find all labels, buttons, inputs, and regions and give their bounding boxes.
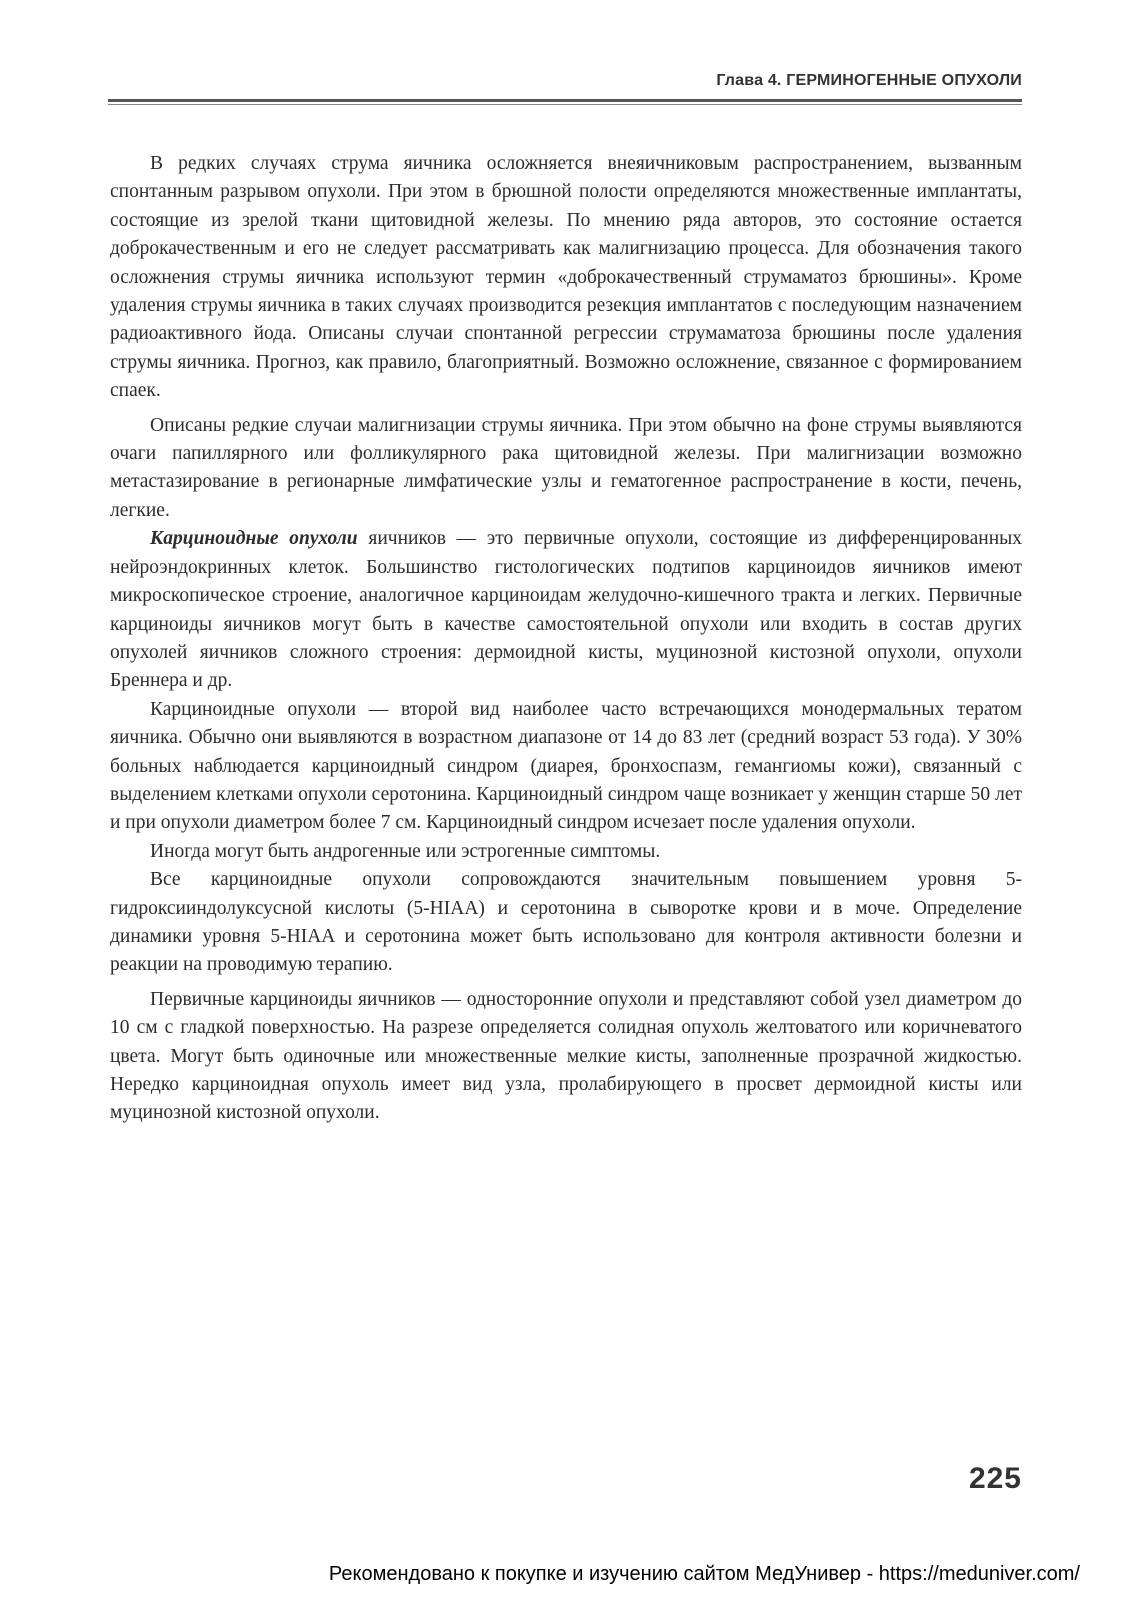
paragraph-hormonal-symptoms: Иногда могут быть андрогенные или эстрогенные симптомы. [150,840,661,862]
page-number: 225 [968,1462,1022,1495]
header-rule-thin [108,104,1022,105]
paragraph-carcinoid-syndrome: Карциноидные опухоли — второй вид наиболее часто встречающихся монодермальных тератом яичника. Обычно они выявляются в возрастном диапазоне от 14 до 83 лет (средний возраст 53 года). У 30% больных наблюдается карциноидный синдром (диарея, бронхоспазм, гемангиомы кожи), связанный с выделением клетками опухоли серотонина. Карциноидный синдром чаще возникает у женщин старше 50 лет и при опухоли диаметром более 7 см. Карциноидный синдром исчезает после удаления опухоли. [110,698,1022,834]
term-carcinoid-tumors: Карциноидные опухоли [150,528,358,550]
paragraph-5hiaa-markers: Все карциноидные опухоли сопровождаются значительным повышением уровня 5-гидроксииндолуксусной кислоты (5-HIAA) и серотонина в сыворотке крови и в моче. Определение динамики уровня 5-HIAA и серотонина может быть использовано для контроля активности болезни и реакции на проводимую терапию. [110,869,1022,976]
page-body [110,150,1022,1128]
paragraph-carcinoid-morphology: Первичные карциноиды яичников — односторонние опухоли и представляют собой узел диаметром до 10 см с гладкой поверхностью. На разрезе определяется солидная опухоль желтоватого или коричневатого цвета. Могут быть одиночные или множественные мелкие кисты, заполненные прозрачной жидкостью. Нередко карциноидная опухоль имеет вид узла, пролабирующего в просвет дермоидной кисты или муцинозной кистозной опухоли. [110,988,1022,1124]
running-head-title: Глава 4. ГЕРМИНОГЕННЫЕ ОПУХОЛИ [716,72,1022,89]
footer-promo-link[interactable]: Рекомендовано к покупке и изучению сайтом МедУнивер - https://meduniver.com/ [328,1563,1080,1585]
paragraph-carcinoid-definition [110,525,1022,695]
paragraph-struma-spread: В редких случаях струма яичника осложняется внеяичниковым распространением, вызванным спонтанным разрывом опухоли. При этом в брюшной полости определяются множественные имплантаты, состоящие из зрелой ткани щитовидной железы. По мнению ряда авторов, это состояние остается доброкачественным и его не следует рассматривать как малигнизацию процесса. Для обозначения такого осложнения струмы яичника используют термин «доброкачественный струмаматоз брюшины». Кроме удаления струмы яичника в таких случаях производится резекция имплантатов с последующим назначением радиоактивного йода. Описаны случаи спонтанной регрессии струмаматоза брюшины после удаления струмы яичника. Прогноз, как правило, благоприятный. Возможно осложнение, связанное с формированием спаек. [110,153,1022,402]
paragraph-carcinoid-definition-text: яичников — это первичные опухоли, состоящие из дифференцированных нейроэндокринных клеток. Большинство гистологических подтипов карциноидов яичников имеют микроскопическое строение, аналогичное карциноидам желудочно-кишечного тракта и легких. Первичные карциноиды яичников могут быть в качестве самостоятельной опухоли или входить в состав других опухолей яичников сложного строения: дермоидной кисты, муцинозной кистозной опухоли, опухоли Бреннера и др. [110,528,1022,692]
header-rule [108,99,1022,102]
paragraph-struma-malignancy: Описаны редкие случаи малигнизации струмы яичника. При этом обычно на фоне струмы выявляются очаги папиллярного или фолликулярного рака щитовидной железы. При малигнизации возможно метастазирование в регионарные лимфатические узлы и гематогенное распространение в кости, печень, легкие. [110,414,1022,521]
